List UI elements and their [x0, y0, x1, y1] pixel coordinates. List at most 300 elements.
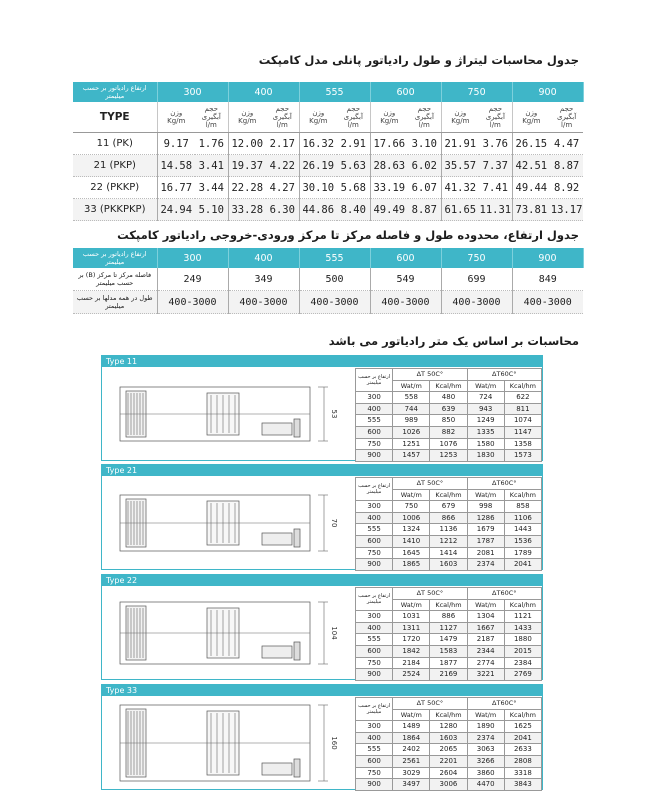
- volume-label: حجم: [417, 105, 432, 113]
- output-value-cell: 1787: [467, 535, 504, 547]
- volume-label-2: آبگیری: [414, 113, 434, 121]
- output-height-cell: 900: [356, 669, 393, 681]
- output-value-cell: 866: [430, 512, 467, 524]
- volume-subheader: [550, 102, 583, 133]
- output-value-cell: 480: [430, 392, 467, 404]
- weight-label: وزن: [241, 109, 254, 117]
- output-value-cell: 2524: [393, 669, 430, 681]
- dim-cell: 400-3000: [370, 291, 441, 314]
- output-value-cell: 2402: [393, 744, 430, 756]
- output-value-cell: 2015: [504, 645, 541, 657]
- output-row: [356, 669, 542, 681]
- output-value-cell: 1880: [504, 634, 541, 646]
- spec-cell: 73.81: [512, 199, 550, 221]
- weight-unit: Kg/m: [238, 117, 257, 125]
- heat-output-table: [355, 368, 542, 462]
- output-panel: [101, 574, 543, 680]
- radiator-pipe: [294, 642, 300, 660]
- output-header-row: [356, 588, 542, 600]
- output-height-cell: 400: [356, 512, 393, 524]
- type-column-label: TYPE: [73, 102, 157, 133]
- spec-cell: 9.17: [157, 133, 195, 155]
- output-value-cell: 1645: [393, 547, 430, 559]
- dim-height-400: 400: [228, 248, 299, 268]
- output-row: [356, 622, 542, 634]
- radiator-drawing: [112, 479, 352, 567]
- output-row: [356, 721, 542, 733]
- dim-height-header-label: ارتفاع رادیاتور بر حسب میلیمتر: [73, 248, 157, 268]
- unit-watt-header: Wat/m: [393, 380, 430, 392]
- output-value-cell: 2187: [467, 634, 504, 646]
- unit-kcal-header: Kcal/hm: [504, 599, 541, 611]
- weight-label: وزن: [454, 109, 467, 117]
- output-row: [356, 426, 542, 438]
- spec-cell: 49.49: [370, 199, 408, 221]
- weight-subheader: [441, 102, 479, 133]
- dim-cell: 699: [441, 268, 512, 291]
- spec-table: [73, 82, 584, 221]
- spec-cell: 44.86: [299, 199, 337, 221]
- output-value-cell: 1864: [393, 732, 430, 744]
- delta-t-60-header: ΔT60C°: [467, 698, 541, 710]
- output-row: [356, 611, 542, 623]
- dim-height-300: 300: [157, 248, 228, 268]
- dim-height-600: 600: [370, 248, 441, 268]
- weight-label: وزن: [525, 109, 538, 117]
- height-300: 300: [157, 82, 228, 102]
- spec-cell: 2.91: [337, 133, 370, 155]
- volume-label-2: آبگیری: [272, 113, 292, 121]
- output-header-row: [356, 369, 542, 381]
- depth-dimension-label: 160: [330, 736, 338, 750]
- spec-cell: 14.58: [157, 155, 195, 177]
- dim-cell: 349: [228, 268, 299, 291]
- spec-cell: 5.63: [337, 155, 370, 177]
- output-value-cell: 1136: [430, 524, 467, 536]
- panel-type-title: Type 11: [102, 356, 542, 367]
- output-row: [356, 501, 542, 513]
- output-height-cell: 600: [356, 645, 393, 657]
- dim-height-900: 900: [512, 248, 583, 268]
- weight-unit: Kg/m: [309, 117, 328, 125]
- output-value-cell: 1253: [430, 450, 467, 462]
- output-value-cell: 1457: [393, 450, 430, 462]
- dim-cell: 500: [299, 268, 370, 291]
- volume-subheader: [266, 102, 299, 133]
- unit-watt-header: Wat/m: [467, 489, 504, 501]
- dimension-table: [73, 248, 584, 314]
- output-panel: [101, 684, 543, 790]
- output-height-cell: 400: [356, 622, 393, 634]
- output-value-cell: 2374: [467, 559, 504, 571]
- spec-cell: 30.10: [299, 177, 337, 199]
- output-value-cell: 1286: [467, 512, 504, 524]
- output-height-cell: 400: [356, 403, 393, 415]
- output-height-cell: 900: [356, 559, 393, 571]
- spec-cell: 49.44: [512, 177, 550, 199]
- output-height-cell: 555: [356, 634, 393, 646]
- spec-cell: 21.91: [441, 133, 479, 155]
- output-value-cell: 2041: [504, 732, 541, 744]
- volume-unit: l/m: [205, 121, 217, 129]
- weight-subheader: [157, 102, 195, 133]
- output-value-cell: 1890: [467, 721, 504, 733]
- delta-t-50-header: ΔT 50C°: [393, 369, 467, 381]
- output-height-cell: 600: [356, 535, 393, 547]
- output-value-cell: 2774: [467, 657, 504, 669]
- output-row: [356, 524, 542, 536]
- height-header-label: ارتفاع رادیاتور بر حسب میلیمتر: [73, 82, 157, 102]
- spec-cell: 26.15: [512, 133, 550, 155]
- output-value-cell: 1865: [393, 559, 430, 571]
- radiator-pipe: [294, 529, 300, 547]
- panel-type-title: Type 21: [102, 465, 542, 476]
- volume-subheader: [408, 102, 441, 133]
- output-row: [356, 744, 542, 756]
- spec-cell: 61.65: [441, 199, 479, 221]
- output-value-cell: 622: [504, 392, 541, 404]
- volume-unit: l/m: [418, 121, 430, 129]
- output-value-cell: 2769: [504, 669, 541, 681]
- output-value-cell: 1311: [393, 622, 430, 634]
- type-label: 22 (PKKP): [73, 177, 157, 199]
- unit-kcal-header: Kcal/hm: [430, 489, 467, 501]
- type-label: 21 (PKP): [73, 155, 157, 177]
- weight-subheader: [299, 102, 337, 133]
- spec-cell: 8.92: [550, 177, 583, 199]
- dim-row: [73, 268, 583, 291]
- weight-subheader: [228, 102, 266, 133]
- radiator-valve: [262, 423, 292, 435]
- output-height-cell: 555: [356, 524, 393, 536]
- output-value-cell: 1280: [430, 721, 467, 733]
- output-value-cell: 1304: [467, 611, 504, 623]
- delta-t-50-header: ΔT 50C°: [393, 588, 467, 600]
- output-value-cell: 2081: [467, 547, 504, 559]
- output-value-cell: 744: [393, 403, 430, 415]
- output-value-cell: 724: [467, 392, 504, 404]
- output-value-cell: 1573: [504, 450, 541, 462]
- depth-dimension-label: 70: [330, 518, 338, 528]
- spec-cell: 8.40: [337, 199, 370, 221]
- volume-subheader: [479, 102, 512, 133]
- output-value-cell: 1679: [467, 524, 504, 536]
- output-value-cell: 989: [393, 415, 430, 427]
- output-value-cell: 1358: [504, 438, 541, 450]
- height-400: 400: [228, 82, 299, 102]
- spec-cell: 28.63: [370, 155, 408, 177]
- output-value-cell: 1147: [504, 426, 541, 438]
- output-value-cell: 1106: [504, 512, 541, 524]
- spec-cell: 6.07: [408, 177, 441, 199]
- output-value-cell: 3266: [467, 755, 504, 767]
- unit-kcal-header: Kcal/hm: [430, 709, 467, 721]
- spec-cell: 22.28: [228, 177, 266, 199]
- output-value-cell: 2808: [504, 755, 541, 767]
- output-value-cell: 1489: [393, 721, 430, 733]
- output-value-cell: 886: [430, 611, 467, 623]
- unit-kcal-header: Kcal/hm: [504, 709, 541, 721]
- spec-cell: 26.19: [299, 155, 337, 177]
- output-value-cell: 1603: [430, 559, 467, 571]
- spec-row: [73, 133, 583, 155]
- dim-cell: 400-3000: [228, 291, 299, 314]
- output-value-cell: 2374: [467, 732, 504, 744]
- output-row: [356, 755, 542, 767]
- output-row: [356, 438, 542, 450]
- output-section-title: محاسبات بر اساس یک متر رادیاتور می باشد: [328, 334, 579, 348]
- dim-cell: 400-3000: [299, 291, 370, 314]
- heat-output-table: [355, 587, 542, 681]
- output-value-cell: 2169: [430, 669, 467, 681]
- heat-output-table: [355, 697, 542, 791]
- volume-unit: l/m: [561, 121, 573, 129]
- heat-output-table: [355, 477, 542, 571]
- spec-cell: 3.41: [195, 155, 228, 177]
- dim-height-750: 750: [441, 248, 512, 268]
- volume-unit: l/m: [347, 121, 359, 129]
- radiator-drawing: [112, 370, 352, 458]
- dim-cell: 400-3000: [157, 291, 228, 314]
- volume-subheader: [195, 102, 228, 133]
- weight-subheader: [370, 102, 408, 133]
- weight-label: وزن: [312, 109, 325, 117]
- output-height-cell: 300: [356, 611, 393, 623]
- output-row: [356, 779, 542, 791]
- output-height-cell: 300: [356, 392, 393, 404]
- output-height-cell: 300: [356, 721, 393, 733]
- output-panel: [101, 355, 543, 461]
- delta-t-60-header: ΔT60C°: [467, 369, 541, 381]
- dim-row-label: فاصله مرکز تا مرکز (B) بر حسب میلیمتر: [73, 268, 157, 291]
- output-value-cell: 4470: [467, 779, 504, 791]
- spec-table-title: جدول محاسبات لیتراژ و طول رادیاتور پانلی مدل کامپکت: [258, 53, 579, 67]
- output-height-label: ارتفاع بر حسب میلیمتر: [356, 698, 393, 721]
- dim-row-label: طول در همه مدلها بر حسب میلیمتر: [73, 291, 157, 314]
- output-value-cell: 1830: [467, 450, 504, 462]
- output-row: [356, 657, 542, 669]
- output-value-cell: 1410: [393, 535, 430, 547]
- radiator-pipe: [294, 759, 300, 777]
- dimension-table-title: جدول ارتفاع، محدوده طول و فاصله مرکز تا مرکز ورودی-خروجی رادیاتور کامپکت: [117, 228, 579, 242]
- output-value-cell: 3029: [393, 767, 430, 779]
- output-value-cell: 1443: [504, 524, 541, 536]
- depth-dimension-label: 53: [330, 409, 338, 419]
- output-value-cell: 1249: [467, 415, 504, 427]
- type-label: 11 (PK): [73, 133, 157, 155]
- output-value-cell: 1789: [504, 547, 541, 559]
- output-height-cell: 300: [356, 501, 393, 513]
- output-panel: [101, 464, 543, 570]
- spec-cell: 42.51: [512, 155, 550, 177]
- output-value-cell: 858: [504, 501, 541, 513]
- height-600: 600: [370, 82, 441, 102]
- spec-cell: 16.77: [157, 177, 195, 199]
- spec-cell: 13.17: [550, 199, 583, 221]
- output-row: [356, 559, 542, 571]
- spec-cell: 3.10: [408, 133, 441, 155]
- output-value-cell: 2344: [467, 645, 504, 657]
- output-value-cell: 1251: [393, 438, 430, 450]
- output-value-cell: 1074: [504, 415, 541, 427]
- output-height-cell: 900: [356, 450, 393, 462]
- weight-label: وزن: [170, 109, 183, 117]
- dim-cell: 849: [512, 268, 583, 291]
- weight-unit: Kg/m: [167, 117, 186, 125]
- spec-cell: 16.32: [299, 133, 337, 155]
- output-height-cell: 555: [356, 744, 393, 756]
- panel-type-title: Type 22: [102, 575, 542, 586]
- output-height-label: ارتفاع بر حسب میلیمتر: [356, 478, 393, 501]
- output-value-cell: 2201: [430, 755, 467, 767]
- spec-row: [73, 177, 583, 199]
- output-value-cell: 943: [467, 403, 504, 415]
- spec-cell: 41.32: [441, 177, 479, 199]
- dim-cell: 249: [157, 268, 228, 291]
- output-row: [356, 767, 542, 779]
- unit-watt-header: Wat/m: [467, 380, 504, 392]
- dim-cell: 400-3000: [441, 291, 512, 314]
- spec-cell: 8.87: [408, 199, 441, 221]
- output-value-cell: 2184: [393, 657, 430, 669]
- radiator-drawing: [112, 589, 352, 677]
- output-value-cell: 1603: [430, 732, 467, 744]
- output-value-cell: 3063: [467, 744, 504, 756]
- output-value-cell: 3843: [504, 779, 541, 791]
- output-row: [356, 732, 542, 744]
- output-value-cell: 1877: [430, 657, 467, 669]
- output-height-cell: 750: [356, 438, 393, 450]
- spec-cell: 7.37: [479, 155, 512, 177]
- radiator-valve: [262, 646, 292, 658]
- output-height-cell: 555: [356, 415, 393, 427]
- output-value-cell: 3318: [504, 767, 541, 779]
- output-value-cell: 1479: [430, 634, 467, 646]
- spec-cell: 6.02: [408, 155, 441, 177]
- spec-cell: 4.47: [550, 133, 583, 155]
- radiator-valve: [262, 533, 292, 545]
- weight-unit: Kg/m: [451, 117, 470, 125]
- output-value-cell: 1121: [504, 611, 541, 623]
- output-row: [356, 547, 542, 559]
- output-value-cell: 2384: [504, 657, 541, 669]
- height-750: 750: [441, 82, 512, 102]
- output-row: [356, 392, 542, 404]
- spec-cell: 11.31: [479, 199, 512, 221]
- volume-subheader: [337, 102, 370, 133]
- output-value-cell: 750: [393, 501, 430, 513]
- delta-t-50-header: ΔT 50C°: [393, 478, 467, 490]
- output-value-cell: 998: [467, 501, 504, 513]
- output-row: [356, 645, 542, 657]
- output-value-cell: 1076: [430, 438, 467, 450]
- spec-cell: 7.41: [479, 177, 512, 199]
- unit-kcal-header: Kcal/hm: [504, 489, 541, 501]
- output-value-cell: 1842: [393, 645, 430, 657]
- output-value-cell: 1335: [467, 426, 504, 438]
- output-value-cell: 2604: [430, 767, 467, 779]
- unit-watt-header: Wat/m: [393, 709, 430, 721]
- output-height-cell: 900: [356, 779, 393, 791]
- output-value-cell: 1414: [430, 547, 467, 559]
- output-height-cell: 600: [356, 755, 393, 767]
- output-value-cell: 2065: [430, 744, 467, 756]
- spec-cell: 17.66: [370, 133, 408, 155]
- output-header-row: [356, 698, 542, 710]
- output-value-cell: 1580: [467, 438, 504, 450]
- spec-cell: 6.30: [266, 199, 299, 221]
- type-label: 33 (PKKPKP): [73, 199, 157, 221]
- output-row: [356, 535, 542, 547]
- spec-cell: 3.44: [195, 177, 228, 199]
- spec-cell: 1.76: [195, 133, 228, 155]
- output-value-cell: 1127: [430, 622, 467, 634]
- spec-cell: 4.27: [266, 177, 299, 199]
- output-value-cell: 3006: [430, 779, 467, 791]
- unit-watt-header: Wat/m: [467, 599, 504, 611]
- depth-dimension-label: 104: [330, 626, 338, 640]
- output-value-cell: 639: [430, 403, 467, 415]
- volume-label-2: آبگیری: [343, 113, 363, 121]
- output-height-label: ارتفاع بر حسب میلیمتر: [356, 588, 393, 611]
- output-value-cell: 1006: [393, 512, 430, 524]
- output-value-cell: 811: [504, 403, 541, 415]
- spec-cell: 5.68: [337, 177, 370, 199]
- output-header-row: [356, 478, 542, 490]
- spec-cell: 2.17: [266, 133, 299, 155]
- output-value-cell: 882: [430, 426, 467, 438]
- radiator-valve: [262, 763, 292, 775]
- weight-label: وزن: [383, 109, 396, 117]
- dim-cell: 400-3000: [512, 291, 583, 314]
- output-value-cell: 1583: [430, 645, 467, 657]
- dim-height-555: 555: [299, 248, 370, 268]
- volume-label-2: آبگیری: [556, 113, 577, 121]
- weight-unit: Kg/m: [380, 117, 399, 125]
- output-row: [356, 403, 542, 415]
- output-height-cell: 600: [356, 426, 393, 438]
- spec-cell: 19.37: [228, 155, 266, 177]
- spec-cell: 33.28: [228, 199, 266, 221]
- output-value-cell: 1031: [393, 611, 430, 623]
- output-height-cell: 750: [356, 657, 393, 669]
- radiator-pipe: [294, 419, 300, 437]
- output-value-cell: 850: [430, 415, 467, 427]
- panel-type-title: Type 33: [102, 685, 542, 696]
- output-row: [356, 415, 542, 427]
- radiator-drawing: [112, 699, 352, 787]
- unit-kcal-header: Kcal/hm: [504, 380, 541, 392]
- volume-label-2: آبگیری: [485, 113, 505, 121]
- unit-kcal-header: Kcal/hm: [430, 380, 467, 392]
- unit-watt-header: Wat/m: [393, 489, 430, 501]
- spec-cell: 35.57: [441, 155, 479, 177]
- unit-watt-header: Wat/m: [393, 599, 430, 611]
- output-height-label: ارتفاع بر حسب میلیمتر: [356, 369, 393, 392]
- output-height-cell: 750: [356, 547, 393, 559]
- height-555: 555: [299, 82, 370, 102]
- height-900: 900: [512, 82, 583, 102]
- spec-row: [73, 199, 583, 221]
- weight-unit: Kg/m: [522, 117, 541, 125]
- output-height-cell: 400: [356, 732, 393, 744]
- output-value-cell: 1667: [467, 622, 504, 634]
- output-value-cell: 2561: [393, 755, 430, 767]
- volume-label: حجم: [204, 105, 219, 113]
- volume-unit: l/m: [489, 121, 501, 129]
- spec-cell: 33.19: [370, 177, 408, 199]
- output-value-cell: 1536: [504, 535, 541, 547]
